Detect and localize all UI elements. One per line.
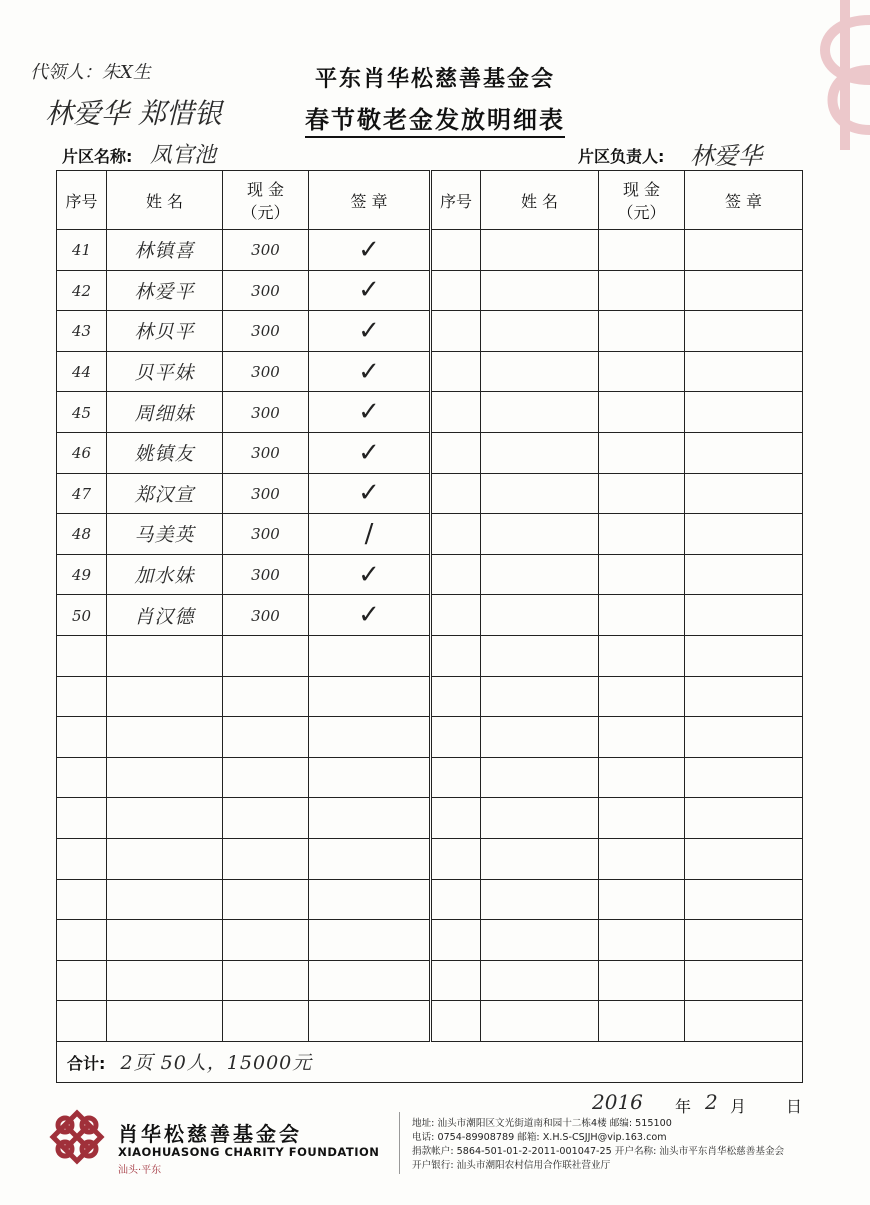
cell-sign-text: ✓	[358, 234, 380, 265]
total-row	[57, 1041, 803, 1082]
cell-sign	[309, 676, 431, 717]
cell-seq-right	[431, 514, 481, 555]
cell-amount-right	[599, 473, 685, 514]
table-row	[57, 554, 803, 595]
org-title: 平东肖华松慈善基金会	[314, 67, 555, 92]
cell-amount-right	[599, 879, 685, 920]
cell-name-right	[481, 1001, 599, 1042]
cell-name	[107, 311, 223, 352]
cell-amount	[223, 838, 309, 879]
leader-label: 片区负责人:	[578, 147, 665, 166]
table-row	[57, 514, 803, 555]
footer-account: 捐款帐户: 5864-501-01-2-2011-001047-25 开户名称: 汕头市平东肖华松慈善基金会	[412, 1146, 785, 1157]
leader-value: 林爱华	[690, 142, 762, 170]
cell-sign-right	[685, 1001, 803, 1042]
cell-amount-right	[599, 311, 685, 352]
cell-name-text: 姚镇友	[134, 443, 195, 466]
cell-seq-right	[431, 717, 481, 758]
cell-seq-right	[431, 351, 481, 392]
header-seq: 序号	[57, 171, 107, 230]
table-row	[57, 270, 803, 311]
cell-seq-text: 46	[71, 444, 92, 463]
cell-sign-right	[685, 432, 803, 473]
cell-sign	[309, 392, 431, 433]
cell-name	[107, 554, 223, 595]
cell-seq-right	[431, 1001, 481, 1042]
cell-name-right	[481, 270, 599, 311]
cell-sign-right	[685, 392, 803, 433]
cell-seq-right	[431, 311, 481, 352]
cell-seq	[57, 554, 107, 595]
cell-amount	[223, 757, 309, 798]
cell-amount-right	[599, 676, 685, 717]
cell-seq-right	[431, 595, 481, 636]
cell-sign	[309, 473, 431, 514]
cell-amount-right	[599, 432, 685, 473]
cell-sign-right	[685, 838, 803, 879]
cell-seq	[57, 635, 107, 676]
cell-name	[107, 1001, 223, 1042]
cell-amount-text: 300	[251, 241, 280, 260]
cell-seq	[57, 676, 107, 717]
cell-seq	[57, 595, 107, 636]
table-row	[57, 798, 803, 839]
cell-amount	[223, 960, 309, 1001]
cell-sign	[309, 514, 431, 555]
cell-name-right	[481, 514, 599, 555]
cell-amount-right	[599, 960, 685, 1001]
cell-amount	[223, 432, 309, 473]
cell-seq-right	[431, 230, 481, 271]
cell-amount	[223, 270, 309, 311]
table-row	[57, 473, 803, 514]
cell-seq-right	[431, 960, 481, 1001]
cell-name-text: 林爱平	[134, 280, 195, 303]
cell-sign-right	[685, 676, 803, 717]
cell-name	[107, 230, 223, 271]
cell-sign	[309, 920, 431, 961]
table-row	[57, 392, 803, 433]
cell-seq	[57, 879, 107, 920]
table-row	[57, 838, 803, 879]
table-row	[57, 676, 803, 717]
distribution-table	[56, 170, 803, 1083]
date-month-label: 月	[730, 1097, 747, 1116]
cell-amount-right	[599, 554, 685, 595]
cell-sign	[309, 595, 431, 636]
cell-seq-text: 49	[71, 566, 92, 585]
cell-name	[107, 473, 223, 514]
cell-sign-right	[685, 514, 803, 555]
cell-name-right	[481, 230, 599, 271]
cell-name	[107, 838, 223, 879]
cell-sign	[309, 798, 431, 839]
header-cash: 现 金 （元）	[223, 171, 309, 230]
cell-seq-right	[431, 635, 481, 676]
total-value: 2页 50人，15000元	[120, 1052, 313, 1075]
cell-amount-text: 300	[251, 403, 280, 422]
cell-amount	[223, 351, 309, 392]
header-name: 姓 名	[107, 171, 223, 230]
cell-sign-right	[685, 960, 803, 1001]
cell-seq-right	[431, 676, 481, 717]
cell-amount-right	[599, 920, 685, 961]
cell-amount	[223, 1001, 309, 1042]
cell-sign-text: ✓	[358, 559, 380, 590]
header-name-right: 姓 名	[481, 171, 599, 230]
cell-seq-text: 42	[71, 281, 92, 300]
cell-amount	[223, 920, 309, 961]
cell-name-right	[481, 635, 599, 676]
cell-name	[107, 595, 223, 636]
cell-name-text: 林贝平	[134, 321, 195, 344]
table-row	[57, 920, 803, 961]
cell-amount-text: 300	[251, 444, 280, 463]
cell-name-right	[481, 392, 599, 433]
cell-name	[107, 392, 223, 433]
cell-amount-text: 300	[251, 606, 280, 625]
cell-sign-text: ✓	[358, 478, 380, 509]
cell-sign-text: ✓	[358, 600, 380, 631]
cell-name-right	[481, 838, 599, 879]
cell-name-right	[481, 311, 599, 352]
cell-sign-right	[685, 798, 803, 839]
cell-amount-right	[599, 392, 685, 433]
cell-amount-right	[599, 1001, 685, 1042]
cell-sign-text: ✓	[358, 397, 380, 428]
cell-seq	[57, 270, 107, 311]
cell-seq-text: 45	[71, 403, 92, 422]
table-row	[57, 879, 803, 920]
cell-name	[107, 351, 223, 392]
cell-sign-right	[685, 595, 803, 636]
cell-seq	[57, 311, 107, 352]
cell-seq-right	[431, 838, 481, 879]
table-row	[57, 635, 803, 676]
header-seq-right: 序号	[431, 171, 481, 230]
table-row	[57, 960, 803, 1001]
date-day-label: 日	[786, 1097, 803, 1116]
cell-name-text: 周细妹	[134, 402, 195, 425]
cell-sign	[309, 960, 431, 1001]
cell-sign-right	[685, 311, 803, 352]
cell-sign-right	[685, 230, 803, 271]
date-year-label: 年	[675, 1097, 692, 1116]
table-row	[57, 595, 803, 636]
cell-seq	[57, 838, 107, 879]
footer-phone: 电话: 0754-89908789 邮箱: X.H.S-CSJJH@vip.163.com	[412, 1132, 667, 1143]
cell-name-text: 肖汉德	[134, 605, 195, 628]
cell-amount	[223, 554, 309, 595]
footer-location: 汕头·平东	[118, 1165, 162, 1176]
cell-name	[107, 717, 223, 758]
table-row	[57, 351, 803, 392]
cell-sign-right	[685, 717, 803, 758]
table-row	[57, 717, 803, 758]
footer-divider	[399, 1112, 400, 1174]
table-row	[57, 311, 803, 352]
cell-name	[107, 879, 223, 920]
header-sign-right: 签 章	[685, 171, 803, 230]
cell-sign-right	[685, 635, 803, 676]
cell-seq	[57, 757, 107, 798]
cell-amount-text: 300	[251, 281, 280, 300]
cell-seq	[57, 920, 107, 961]
cell-name-right	[481, 432, 599, 473]
cell-sign-right	[685, 351, 803, 392]
cell-sign-right	[685, 757, 803, 798]
table-row	[57, 1001, 803, 1042]
cell-amount-right	[599, 757, 685, 798]
cell-sign-text: ✓	[358, 315, 380, 346]
cell-amount	[223, 879, 309, 920]
cell-sign	[309, 757, 431, 798]
cell-sign	[309, 554, 431, 595]
cell-seq-right	[431, 554, 481, 595]
cell-sign-right	[685, 879, 803, 920]
cell-name	[107, 960, 223, 1001]
cell-seq	[57, 392, 107, 433]
cell-amount	[223, 676, 309, 717]
cell-amount-text: 300	[251, 525, 280, 544]
cell-seq	[57, 432, 107, 473]
cell-seq-right	[431, 392, 481, 433]
cell-sign	[309, 311, 431, 352]
cell-name	[107, 635, 223, 676]
cell-name-right	[481, 960, 599, 1001]
cell-name	[107, 676, 223, 717]
cell-seq	[57, 473, 107, 514]
cell-seq-right	[431, 798, 481, 839]
cell-sign-text: ✓	[358, 356, 380, 387]
cell-amount-text: 300	[251, 363, 280, 382]
cell-name-text: 郑汉宣	[134, 483, 195, 506]
cell-sign-right	[685, 920, 803, 961]
cell-seq	[57, 514, 107, 555]
footer-org-en: XIAOHUASONG CHARITY FOUNDATION	[118, 1145, 380, 1159]
cell-name-right	[481, 798, 599, 839]
cell-amount-right	[599, 270, 685, 311]
cell-seq-text: 44	[71, 363, 92, 382]
cell-name-text: 贝平妹	[134, 362, 195, 385]
cell-seq	[57, 717, 107, 758]
cell-amount-right	[599, 595, 685, 636]
district-label: 片区名称:	[62, 147, 133, 166]
cell-name	[107, 514, 223, 555]
cell-amount-text: 300	[251, 484, 280, 503]
district-value: 凤官池	[150, 143, 217, 168]
handwritten-collector-note: 代领人：朱X生	[30, 62, 151, 83]
cell-amount	[223, 595, 309, 636]
cell-name-text: 马美英	[134, 524, 195, 547]
cell-amount	[223, 473, 309, 514]
cell-seq-text: 43	[71, 322, 92, 341]
cell-seq-right	[431, 473, 481, 514]
table-row	[57, 432, 803, 473]
cell-sign-text: /	[364, 518, 374, 549]
footer-org-cn: 肖华松慈善基金会	[118, 1122, 302, 1146]
cell-amount	[223, 635, 309, 676]
cell-seq-right	[431, 432, 481, 473]
foundation-logo-icon	[45, 1105, 109, 1169]
total-label: 合计:	[67, 1054, 106, 1074]
cell-name	[107, 757, 223, 798]
cell-seq-text: 47	[71, 484, 92, 503]
cell-amount	[223, 311, 309, 352]
cell-name-right	[481, 554, 599, 595]
cell-sign	[309, 838, 431, 879]
cell-amount-right	[599, 230, 685, 271]
cell-sign-text: ✓	[358, 275, 380, 306]
cell-sign	[309, 717, 431, 758]
cell-name-right	[481, 879, 599, 920]
cell-name	[107, 432, 223, 473]
cell-sign	[309, 432, 431, 473]
cell-amount-right	[599, 798, 685, 839]
cell-seq-text: 48	[71, 525, 92, 544]
cell-name	[107, 798, 223, 839]
cell-amount-right	[599, 838, 685, 879]
cell-seq-right	[431, 270, 481, 311]
cell-seq	[57, 960, 107, 1001]
doc-title: 春节敬老金发放明细表	[0, 100, 870, 135]
cell-name	[107, 270, 223, 311]
cell-amount-text: 300	[251, 322, 280, 341]
table-header-row	[57, 171, 803, 230]
cell-amount-right	[599, 351, 685, 392]
cell-sign	[309, 1001, 431, 1042]
cell-sign	[309, 230, 431, 271]
cell-amount	[223, 798, 309, 839]
cell-amount	[223, 514, 309, 555]
cell-sign	[309, 270, 431, 311]
cell-name	[107, 920, 223, 961]
cell-seq	[57, 230, 107, 271]
cell-name-right	[481, 473, 599, 514]
cell-name-right	[481, 351, 599, 392]
cell-seq	[57, 351, 107, 392]
cell-sign-text: ✓	[358, 437, 380, 468]
cell-amount-text: 300	[251, 566, 280, 585]
footer-bank: 开户银行: 汕头市潮阳农村信用合作联社营业厅	[412, 1160, 611, 1171]
cell-seq-right	[431, 920, 481, 961]
cell-sign	[309, 879, 431, 920]
cell-sign-right	[685, 270, 803, 311]
cell-seq	[57, 1001, 107, 1042]
cell-amount	[223, 717, 309, 758]
cell-amount-right	[599, 635, 685, 676]
cell-sign-right	[685, 554, 803, 595]
table-row	[57, 230, 803, 271]
handwritten-collector-names: 林爱华 郑惜银	[45, 97, 222, 130]
cell-amount	[223, 392, 309, 433]
cell-amount-right	[599, 514, 685, 555]
cell-amount-right	[599, 717, 685, 758]
cell-seq-text: 50	[71, 606, 92, 625]
cell-seq-right	[431, 757, 481, 798]
cell-name-right	[481, 920, 599, 961]
cell-sign-right	[685, 473, 803, 514]
cell-seq-text: 41	[71, 241, 92, 260]
cell-seq	[57, 798, 107, 839]
header-sign: 签 章	[309, 171, 431, 230]
cell-amount	[223, 230, 309, 271]
header-cash-right: 现 金 （元）	[599, 171, 685, 230]
cell-name-text: 加水妹	[134, 565, 195, 588]
cell-name-right	[481, 717, 599, 758]
cell-sign	[309, 635, 431, 676]
cell-name-right	[481, 757, 599, 798]
cell-name-right	[481, 676, 599, 717]
cell-name-text: 林镇喜	[134, 240, 195, 263]
date-month: 2	[705, 1090, 718, 1114]
cell-name-right	[481, 595, 599, 636]
footer-address: 地址: 汕头市潮阳区文光街道南和园十二栋4楼 邮编: 515100	[412, 1118, 672, 1129]
footer-contact-info	[412, 1117, 784, 1173]
cell-seq-right	[431, 879, 481, 920]
table-row	[57, 757, 803, 798]
date-year: 2016	[592, 1090, 643, 1114]
cell-sign	[309, 351, 431, 392]
